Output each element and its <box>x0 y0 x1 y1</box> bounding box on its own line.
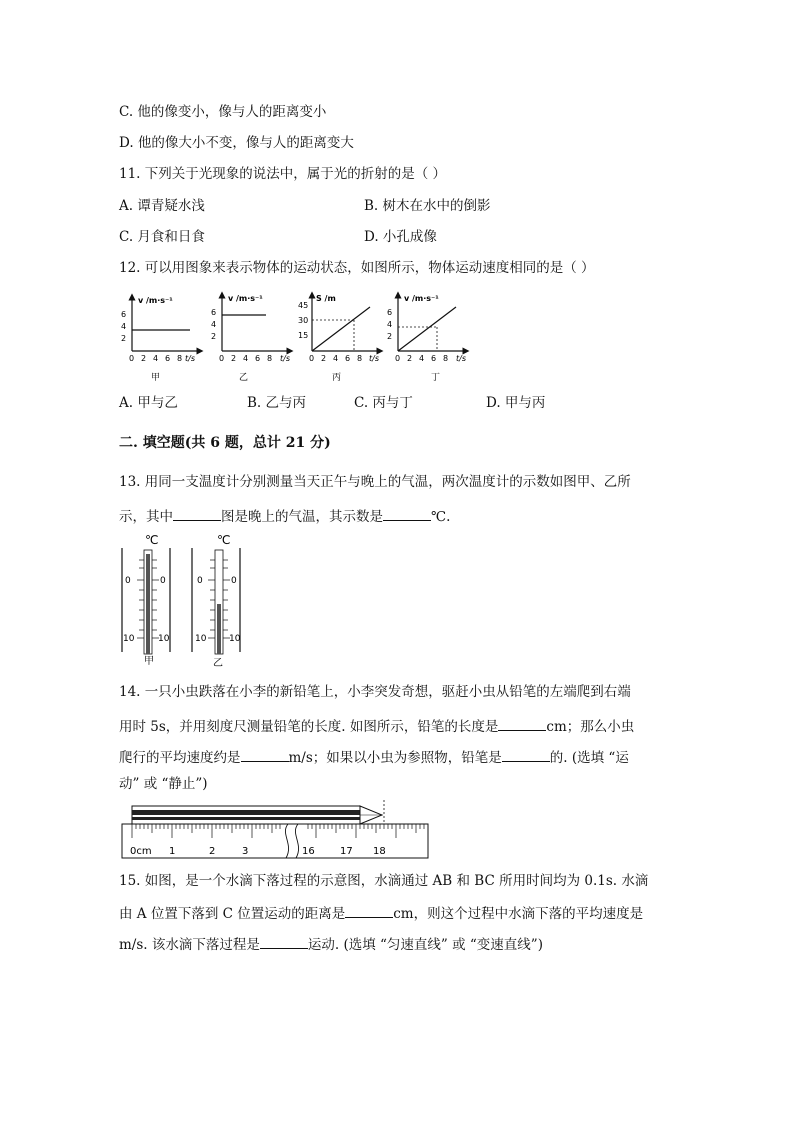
thermo-jia-unit: ℃ <box>145 533 159 547</box>
thermo-yi-caption: 乙 <box>213 658 223 669</box>
graph-yi-xunit: t/s <box>280 354 290 363</box>
graph-bing <box>298 294 380 383</box>
q14-text: 的. (选填 “运 <box>549 750 629 766</box>
q12-motion-graphs <box>0 285 794 395</box>
q15-text: 运动. (选填 “匀速直线” 或 “变速直线”) <box>307 937 543 953</box>
q12-option-b: B. 乙与丙 <box>247 395 307 411</box>
q14-blank-length[interactable] <box>498 718 546 731</box>
q15-text: 由 A 位置下落到 C 位置运动的距离是 <box>119 906 346 922</box>
graph-ding-xtick: 0 <box>395 354 401 363</box>
graph-bing-ylabel: S /m <box>316 294 336 303</box>
q11-stem: 11. 下列关于光现象的说法中，属于光的折射的是（ ） <box>119 166 447 182</box>
q13-text: 图是晚上的气温，其示数是 <box>221 509 383 525</box>
graph-yi-ytick: 4 <box>211 320 217 329</box>
q14-text: 用时 5s，并用刻度尺测量铅笔的长度. 如图所示，铅笔的长度是 <box>119 719 499 735</box>
graph-ding-line <box>398 307 456 351</box>
graph-ding-xtick: 2 <box>407 354 413 363</box>
graph-jia-ylabel: v /m·s⁻¹ <box>138 296 173 305</box>
q10-option-c: C. 他的像变小，像与人的距离变小 <box>119 104 327 120</box>
ruler-label: 2 <box>209 846 216 857</box>
q12-option-a: A. 甲与乙 <box>119 395 178 411</box>
graph-ding-ytick: 6 <box>387 308 393 317</box>
pencil <box>132 800 384 824</box>
ruler <box>122 824 428 858</box>
thermo-jia-tick: 10 <box>158 634 170 644</box>
thermo-jia-caption: 甲 <box>144 656 154 667</box>
q14-text: m/s；如果以小虫为参照物，铅笔是 <box>288 750 502 766</box>
q14-text: 爬行的平均速度约是 <box>119 750 241 766</box>
graph-ding <box>387 294 466 383</box>
thermometer-jia <box>122 533 170 667</box>
graph-bing-xtick: 4 <box>333 354 339 363</box>
thermo-jia-liquid <box>146 554 150 654</box>
q14-line-4: 动” 或 “静止”) <box>119 776 208 792</box>
graph-bing-xtick: 2 <box>321 354 327 363</box>
thermo-yi-unit: ℃ <box>217 533 231 547</box>
q11-option-d: D. 小孔成像 <box>364 229 437 245</box>
graph-ding-ytick: 4 <box>387 320 393 329</box>
q13-blank-figure[interactable] <box>173 508 221 521</box>
graph-yi-ytick: 6 <box>211 308 217 317</box>
graph-yi <box>211 294 290 383</box>
q15-blank-distance[interactable] <box>345 905 393 918</box>
ruler-label: 18 <box>373 846 386 857</box>
graph-yi-ytick: 2 <box>211 332 217 341</box>
thermo-jia-tick: 0 <box>125 576 131 586</box>
q14-blank-state[interactable] <box>502 749 550 762</box>
q14-blank-speed[interactable] <box>241 749 289 762</box>
graph-yi-xtick: 6 <box>255 354 261 363</box>
graph-jia-ytick: 6 <box>121 310 127 319</box>
q14-text: cm；那么小虫 <box>546 719 635 735</box>
ruler-label: 17 <box>340 846 353 857</box>
thermo-yi-tick: 10 <box>229 634 241 644</box>
graph-yi-caption: 乙 <box>239 373 249 383</box>
graph-jia-xtick: 8 <box>177 354 183 363</box>
graph-bing-xtick: 0 <box>309 354 315 363</box>
thermometer-yi <box>192 533 241 669</box>
graph-jia-ytick: 2 <box>121 334 127 343</box>
q14-line-1: 14. 一只小虫跌落在小李的新铅笔上，小李突发奇想，驱赶小虫从铅笔的左端爬到右端 <box>119 684 631 700</box>
thermo-yi-tick: 0 <box>231 576 237 586</box>
graph-bing-line <box>312 307 370 351</box>
graph-bing-ytick: 15 <box>298 331 309 340</box>
q10-option-d: D. 他的像大小不变，像与人的距离变大 <box>119 135 354 151</box>
graph-ding-xtick: 8 <box>443 354 449 363</box>
graph-ding-xunit: t/s <box>456 354 466 363</box>
ruler-label: 0cm <box>130 846 152 857</box>
q13-text: 示，其中 <box>119 509 173 525</box>
q11-option-c: C. 月食和日食 <box>119 229 205 245</box>
q14-line-2 <box>119 718 634 735</box>
graph-jia-xtick: 4 <box>153 354 159 363</box>
q13-line-1: 13. 用同一支温度计分别测量当天正午与晚上的气温，两次温度计的示数如图甲、乙所 <box>119 474 631 490</box>
graph-ding-ylabel: v /m·s⁻¹ <box>404 294 439 303</box>
q15-text: cm，则这个过程中水滴下落的平均速度是 <box>393 906 644 922</box>
graph-bing-xtick: 8 <box>357 354 363 363</box>
q15-blank-motion[interactable] <box>260 936 308 949</box>
graph-ding-ytick: 2 <box>387 332 393 341</box>
q15-line-1: 15. 如图，是一个水滴下落过程的示意图，水滴通过 AB 和 BC 所用时间均为 0.1s. 水滴 <box>119 873 649 889</box>
q15-text: m/s. 该水滴下落过程是 <box>119 937 260 953</box>
ruler-label: 16 <box>302 846 315 857</box>
q12-option-d: D. 甲与丙 <box>486 395 546 411</box>
thermo-yi-tick: 0 <box>197 576 203 586</box>
graph-ding-xtick: 4 <box>419 354 425 363</box>
graph-jia-xtick: 6 <box>165 354 171 363</box>
graph-yi-xtick: 0 <box>219 354 225 363</box>
graph-jia-xtick: 2 <box>141 354 147 363</box>
q13-thermometers <box>115 532 255 670</box>
thermo-yi-tick: 10 <box>195 634 207 644</box>
q12-option-c: C. 丙与丁 <box>354 395 413 411</box>
q15-line-2 <box>119 905 643 922</box>
graph-yi-xtick: 8 <box>267 354 273 363</box>
q14-pencil-ruler <box>118 798 438 860</box>
q11-option-b: B. 树木在水中的倒影 <box>364 198 491 214</box>
q13-unit: ℃. <box>431 509 451 525</box>
graph-bing-caption: 丙 <box>332 373 342 383</box>
graph-yi-xtick: 2 <box>231 354 237 363</box>
graph-jia-caption: 甲 <box>151 373 161 383</box>
section-2-title: 二. 填空题(共 6 题，总计 21 分) <box>119 435 331 451</box>
thermo-jia-tick: 10 <box>123 634 135 644</box>
thermo-yi-liquid <box>217 604 221 654</box>
graph-jia <box>121 296 200 383</box>
graph-yi-ylabel: v /m·s⁻¹ <box>228 294 263 303</box>
q14-line-3 <box>119 749 629 766</box>
q13-line-2 <box>119 508 450 525</box>
graph-jia-ytick: 4 <box>121 322 127 331</box>
q12-stem: 12. 可以用图象来表示物体的运动状态，如图所示，物体运动速度相同的是（ ） <box>119 260 595 276</box>
q13-blank-reading[interactable] <box>383 508 431 521</box>
q11-option-a: A. 谭青疑水浅 <box>119 198 205 214</box>
graph-ding-xtick: 6 <box>431 354 437 363</box>
graph-jia-xunit: t/s <box>185 354 195 363</box>
graph-jia-xtick: 0 <box>129 354 135 363</box>
graph-ding-caption: 丁 <box>431 373 441 383</box>
ruler-label: 3 <box>242 846 249 857</box>
thermo-jia-tick: 0 <box>160 576 166 586</box>
ruler-label: 1 <box>169 846 176 857</box>
graph-yi-xtick: 4 <box>243 354 249 363</box>
graph-bing-ytick: 30 <box>298 316 309 325</box>
graph-bing-ytick: 45 <box>298 301 309 310</box>
graph-bing-xunit: t/s <box>369 354 379 363</box>
q15-line-3 <box>119 936 543 953</box>
graph-bing-xtick: 6 <box>345 354 351 363</box>
